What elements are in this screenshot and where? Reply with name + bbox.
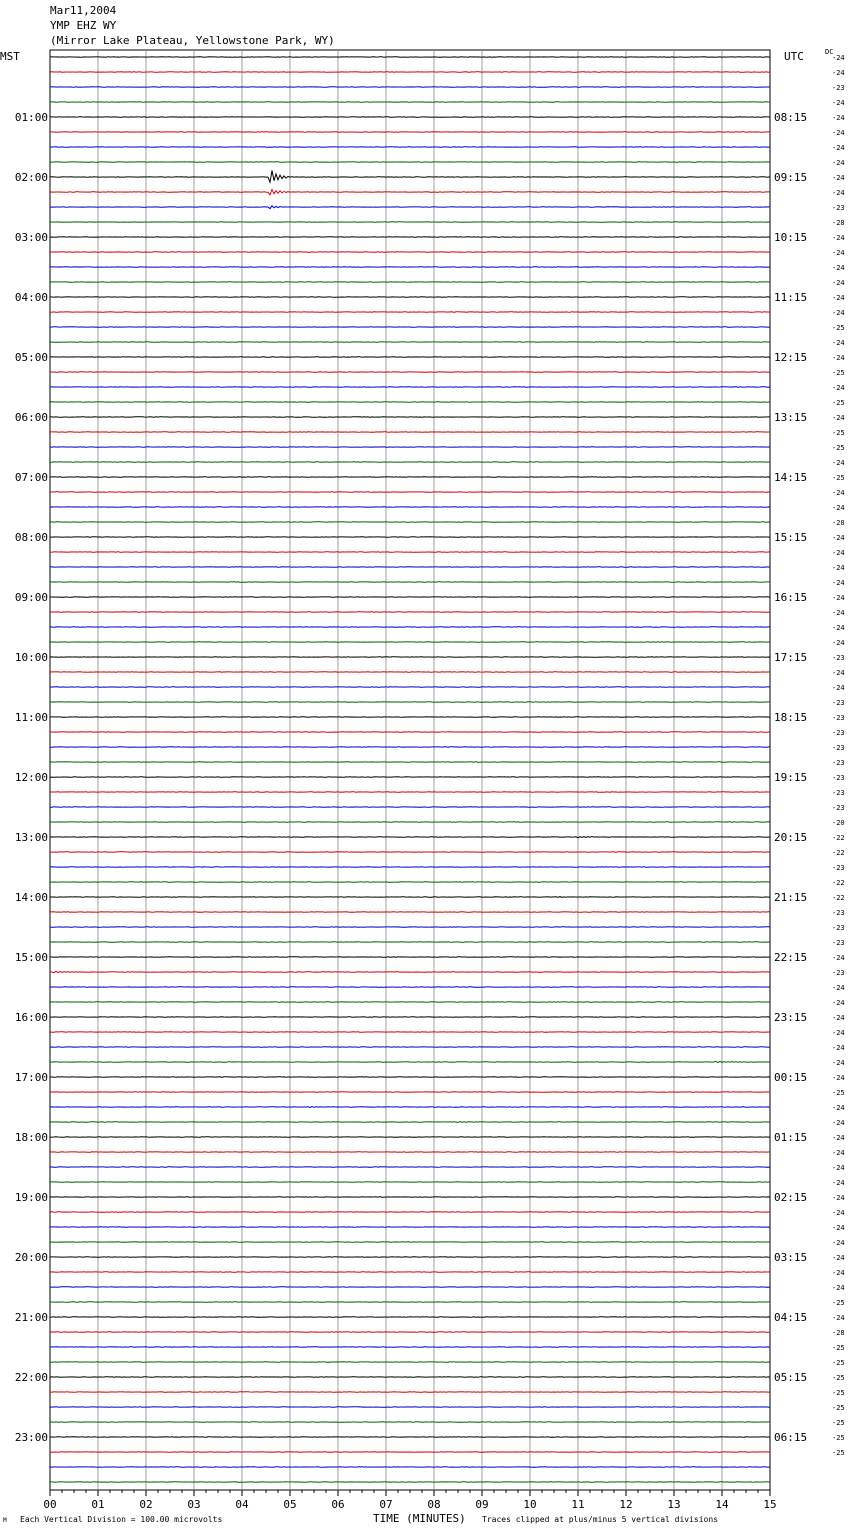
trace-row-3: [50, 102, 770, 103]
dc-offset-label: -25: [832, 1419, 845, 1427]
trace-row-64: [50, 1017, 770, 1018]
dc-offset-label: -24: [832, 1059, 845, 1067]
trace-row-87: [50, 1362, 770, 1363]
trace-row-89: [50, 1392, 770, 1393]
dc-offset-label: -24: [832, 354, 845, 362]
dc-offset-label: -20: [832, 819, 845, 827]
trace-row-40: [50, 657, 770, 658]
dc-offset-label: -25: [832, 1359, 845, 1367]
trace-row-83: [50, 1302, 770, 1303]
trace-row-72: [50, 1137, 770, 1138]
dc-offset-label: -22: [832, 894, 845, 902]
x-tick-label: 00: [43, 1498, 57, 1511]
right-hour-label: 10:15: [774, 231, 808, 244]
x-tick-label: 08: [427, 1498, 441, 1511]
dc-offset-label: -24: [832, 1314, 845, 1322]
dc-offset-label: -24: [832, 534, 845, 542]
dc-offset-label: -25: [832, 1374, 845, 1382]
dc-offset-label: -24: [832, 309, 845, 317]
trace-row-65: [50, 1032, 770, 1033]
dc-offset-label: -24: [832, 249, 845, 257]
trace-row-90: [50, 1407, 770, 1408]
trace-row-54: [50, 867, 770, 868]
dc-offset-label: -23: [832, 924, 845, 932]
trace-row-16: [50, 297, 770, 298]
dc-offset-label: -24: [832, 999, 845, 1007]
right-hour-label: 16:15: [774, 591, 808, 604]
x-axis-label: TIME (MINUTES): [373, 1512, 466, 1525]
dc-offset-label: -23: [832, 789, 845, 797]
x-tick-label: 12: [619, 1498, 633, 1511]
dc-offset-label: -24: [832, 1209, 845, 1217]
dc-offset-label: -23: [832, 729, 845, 737]
trace-row-69: [50, 1092, 770, 1093]
x-tick-label: 06: [331, 1498, 345, 1511]
left-hour-label: 17:00: [14, 1071, 48, 1084]
dc-offset-label: -23: [832, 744, 845, 752]
trace-row-20: [50, 357, 770, 358]
dc-offset-label: -24: [832, 54, 845, 62]
trace-row-61: [50, 971, 770, 972]
left-hour-label: 15:00: [14, 951, 48, 964]
right-hour-label: 15:15: [774, 531, 808, 544]
trace-row-88: [50, 1377, 770, 1378]
left-hour-label: 11:00: [14, 711, 48, 724]
trace-row-74: [50, 1167, 770, 1168]
trace-row-52: [50, 837, 770, 838]
left-hour-label: 16:00: [14, 1011, 48, 1024]
header-date: Mar11,2004: [50, 4, 117, 17]
right-hour-label: 21:15: [774, 891, 808, 904]
dc-offset-label: -24: [832, 1194, 845, 1202]
dc-offset-label: -24: [832, 594, 845, 602]
trace-row-93: [50, 1452, 770, 1453]
trace-row-77: [50, 1212, 770, 1213]
left-hour-label: 14:00: [14, 891, 48, 904]
dc-offset-label: -24: [832, 1149, 845, 1157]
trace-row-13: [50, 252, 770, 253]
dc-offset-label: -25: [832, 1449, 845, 1457]
trace-row-70: [50, 1107, 770, 1108]
x-tick-label: 09: [475, 1498, 489, 1511]
trace-row-63: [50, 1002, 770, 1003]
dc-offset-label: -24: [832, 684, 845, 692]
plot-frame: [50, 50, 770, 1490]
right-hour-label: 18:15: [774, 711, 808, 724]
trace-row-17: [50, 312, 770, 313]
dc-offset-label: -24: [832, 339, 845, 347]
trace-row-44: [50, 717, 770, 718]
trace-row-32: [50, 537, 770, 538]
dc-offset-label: -24: [832, 1164, 845, 1172]
dc-offset-label: -23: [832, 864, 845, 872]
dc-offset-label: -24: [832, 504, 845, 512]
trace-row-47: [50, 762, 770, 763]
right-hour-label: 04:15: [774, 1311, 808, 1324]
left-hour-label: 09:00: [14, 591, 48, 604]
trace-row-91: [50, 1422, 770, 1423]
trace-row-14: [50, 267, 770, 268]
trace-row-84: [50, 1317, 770, 1318]
trace-row-86: [50, 1347, 770, 1348]
dc-offset-label: -22: [832, 834, 845, 842]
corner-mark: M: [3, 1517, 7, 1524]
trace-row-66: [50, 1047, 770, 1048]
trace-row-10: [50, 206, 770, 209]
left-hour-label: 08:00: [14, 531, 48, 544]
x-tick-label: 04: [235, 1498, 249, 1511]
dc-offset-label: -24: [832, 99, 845, 107]
trace-row-51: [50, 822, 770, 823]
scale-note: Each Vertical Division = 100.00 microvolts: [20, 1515, 223, 1524]
trace-row-94: [50, 1467, 770, 1468]
dc-offset-label: -24: [832, 984, 845, 992]
dc-offset-label: -24: [832, 1284, 845, 1292]
dc-offset-label: -24: [832, 174, 845, 182]
trace-row-7: [50, 162, 770, 163]
right-hour-label: 14:15: [774, 471, 808, 484]
left-hour-label: 10:00: [14, 651, 48, 664]
right-axis-label: UTC: [784, 50, 804, 63]
trace-row-67: [50, 1061, 770, 1063]
dc-offset-label: -23: [832, 84, 845, 92]
trace-row-68: [50, 1077, 770, 1078]
x-tick-label: 10: [523, 1498, 537, 1511]
trace-row-8: [50, 171, 770, 183]
dc-offset-label: -28: [832, 1329, 845, 1337]
trace-row-2: [50, 87, 770, 88]
right-hour-label: 23:15: [774, 1011, 808, 1024]
dc-offset-label: -24: [832, 564, 845, 572]
trace-row-76: [50, 1197, 770, 1198]
trace-row-29: [50, 492, 770, 493]
left-hour-label: 21:00: [14, 1311, 48, 1324]
right-hour-label: 02:15: [774, 1191, 808, 1204]
right-hour-label: 09:15: [774, 171, 808, 184]
dc-offset-label: -23: [832, 774, 845, 782]
left-hour-label: 23:00: [14, 1431, 48, 1444]
dc-offset-label: -24: [832, 579, 845, 587]
trace-row-19: [50, 342, 770, 343]
dc-offset-label: -28: [832, 219, 845, 227]
dc-offset-label: -25: [832, 444, 845, 452]
trace-row-11: [50, 222, 770, 223]
trace-row-55: [50, 882, 770, 883]
trace-row-22: [50, 387, 770, 388]
clip-note: Traces clipped at plus/minus 5 vertical divisions: [482, 1515, 719, 1524]
dc-offset-label: -25: [832, 399, 845, 407]
trace-row-62: [50, 987, 770, 988]
trace-row-15: [50, 282, 770, 283]
dc-offset-label: -24: [832, 459, 845, 467]
dc-offset-label: -22: [832, 879, 845, 887]
trace-row-6: [50, 147, 770, 148]
dc-offset-label: -24: [832, 954, 845, 962]
right-hour-label: 11:15: [774, 291, 808, 304]
right-hour-label: 17:15: [774, 651, 808, 664]
dc-offset-label: -24: [832, 1014, 845, 1022]
left-hour-label: 07:00: [14, 471, 48, 484]
left-hour-label: 20:00: [14, 1251, 48, 1264]
dc-offset-label: -24: [832, 414, 845, 422]
dc-offset-label: -25: [832, 1089, 845, 1097]
trace-row-31: [50, 522, 770, 523]
dc-offset-label: -24: [832, 264, 845, 272]
right-hour-label: 03:15: [774, 1251, 808, 1264]
dc-offset-label: -24: [832, 384, 845, 392]
x-tick-label: 15: [763, 1498, 777, 1511]
trace-row-5: [50, 132, 770, 133]
dc-offset-label: -22: [832, 849, 845, 857]
right-hour-label: 08:15: [774, 111, 808, 124]
trace-row-4: [50, 117, 770, 118]
dc-offset-label: -23: [832, 939, 845, 947]
right-hour-label: 12:15: [774, 351, 808, 364]
dc-offset-label: -24: [832, 159, 845, 167]
trace-row-28: [50, 477, 770, 478]
right-hour-label: 00:15: [774, 1071, 808, 1084]
dc-offset-label: -25: [832, 324, 845, 332]
trace-row-49: [50, 792, 770, 793]
trace-row-95: [50, 1482, 770, 1483]
trace-row-38: [50, 627, 770, 628]
trace-row-85: [50, 1332, 770, 1333]
left-hour-label: 13:00: [14, 831, 48, 844]
left-hour-label: 02:00: [14, 171, 48, 184]
x-tick-label: 07: [379, 1498, 393, 1511]
trace-row-46: [50, 747, 770, 748]
left-hour-label: 04:00: [14, 291, 48, 304]
dc-offset-label: -24: [832, 1044, 845, 1052]
trace-row-21: [50, 372, 770, 373]
dc-offset-label: -24: [832, 234, 845, 242]
trace-row-30: [50, 507, 770, 508]
x-tick-label: 05: [283, 1498, 297, 1511]
trace-row-92: [50, 1437, 770, 1438]
dc-offset-label: -24: [832, 1239, 845, 1247]
trace-row-57: [50, 912, 770, 913]
trace-row-45: [50, 732, 770, 733]
dc-offset-label: -25: [832, 1299, 845, 1307]
dc-offset-label: -24: [832, 1269, 845, 1277]
left-hour-label: 01:00: [14, 111, 48, 124]
dc-offset-label: -23: [832, 654, 845, 662]
left-hour-label: 18:00: [14, 1131, 48, 1144]
dc-offset-label: -24: [832, 639, 845, 647]
header-location: (Mirror Lake Plateau, Yellowstone Park, WY): [50, 34, 335, 47]
dc-offset-label: -25: [832, 1434, 845, 1442]
trace-row-37: [50, 612, 770, 613]
dc-offset-label: -23: [832, 204, 845, 212]
trace-row-48: [50, 777, 770, 778]
right-hour-label: 01:15: [774, 1131, 808, 1144]
trace-row-78: [50, 1227, 770, 1228]
dc-offset-label: -24: [832, 69, 845, 77]
left-hour-label: 05:00: [14, 351, 48, 364]
trace-row-24: [50, 417, 770, 418]
header-station: YMP EHZ WY: [50, 19, 117, 32]
dc-offset-label: -24: [832, 144, 845, 152]
right-hour-label: 19:15: [774, 771, 808, 784]
right-hour-label: 20:15: [774, 831, 808, 844]
x-tick-label: 14: [715, 1498, 729, 1511]
trace-row-39: [50, 642, 770, 643]
dc-offset-label: -23: [832, 909, 845, 917]
trace-row-81: [50, 1272, 770, 1273]
trace-row-1: [50, 72, 770, 73]
trace-row-80: [50, 1257, 770, 1258]
trace-row-34: [50, 567, 770, 568]
trace-row-27: [50, 462, 770, 463]
dc-offset-label: -24: [832, 1254, 845, 1262]
dc-offset-label: -25: [832, 1404, 845, 1412]
right-hour-label: 05:15: [774, 1371, 808, 1384]
dc-offset-label: -24: [832, 189, 845, 197]
dc-offset-label: -24: [832, 1134, 845, 1142]
dc-offset-label: -24: [832, 129, 845, 137]
trace-row-41: [50, 672, 770, 673]
x-tick-label: 01: [91, 1498, 105, 1511]
left-hour-label: 06:00: [14, 411, 48, 424]
trace-row-58: [50, 927, 770, 928]
dc-offset-label: -23: [832, 759, 845, 767]
trace-row-79: [50, 1242, 770, 1243]
trace-row-53: [50, 852, 770, 853]
left-hour-label: 03:00: [14, 231, 48, 244]
dc-offset-label: -25: [832, 1389, 845, 1397]
trace-row-59: [50, 942, 770, 943]
dc-offset-label: -28: [832, 519, 845, 527]
dc-offset-label: -24: [832, 1119, 845, 1127]
x-tick-label: 11: [571, 1498, 585, 1511]
dc-offset-label: -23: [832, 714, 845, 722]
dc-offset-label: -24: [832, 1224, 845, 1232]
dc-offset-label: -24: [832, 1029, 845, 1037]
dc-offset-label: -24: [832, 279, 845, 287]
x-tick-label: 02: [139, 1498, 153, 1511]
trace-row-18: [50, 327, 770, 328]
trace-row-23: [50, 402, 770, 403]
dc-label: DC: [825, 48, 834, 56]
trace-row-56: [50, 897, 770, 898]
dc-offset-label: -24: [832, 489, 845, 497]
trace-row-42: [50, 687, 770, 688]
x-tick-label: 13: [667, 1498, 681, 1511]
dc-offset-label: -24: [832, 1179, 845, 1187]
trace-row-73: [50, 1152, 770, 1153]
right-hour-label: 06:15: [774, 1431, 808, 1444]
dc-offset-label: -24: [832, 294, 845, 302]
dc-offset-label: -23: [832, 699, 845, 707]
right-hour-label: 13:15: [774, 411, 808, 424]
dc-offset-label: -23: [832, 804, 845, 812]
trace-row-50: [50, 807, 770, 808]
trace-row-43: [50, 702, 770, 703]
x-tick-label: 03: [187, 1498, 201, 1511]
trace-row-0: [50, 57, 770, 58]
trace-row-36: [50, 597, 770, 598]
trace-row-82: [50, 1287, 770, 1288]
dc-offset-label: -25: [832, 1344, 845, 1352]
dc-offset-label: -24: [832, 609, 845, 617]
dc-offset-label: -25: [832, 474, 845, 482]
dc-offset-label: -23: [832, 969, 845, 977]
trace-row-25: [50, 432, 770, 433]
dc-offset-label: -25: [832, 369, 845, 377]
trace-row-35: [50, 582, 770, 583]
dc-offset-label: -24: [832, 114, 845, 122]
trace-row-12: [50, 237, 770, 238]
trace-row-9: [50, 190, 770, 195]
dc-offset-label: -24: [832, 624, 845, 632]
dc-offset-label: -25: [832, 429, 845, 437]
left-hour-label: 22:00: [14, 1371, 48, 1384]
left-axis-label: MST: [0, 50, 20, 63]
trace-row-75: [50, 1182, 770, 1183]
dc-offset-label: -24: [832, 1074, 845, 1082]
left-hour-label: 12:00: [14, 771, 48, 784]
trace-row-60: [50, 957, 770, 958]
left-hour-label: 19:00: [14, 1191, 48, 1204]
dc-offset-label: -24: [832, 1104, 845, 1112]
trace-row-26: [50, 447, 770, 448]
dc-offset-label: -24: [832, 549, 845, 557]
right-hour-label: 22:15: [774, 951, 808, 964]
trace-row-71: [50, 1122, 770, 1123]
dc-offset-label: -24: [832, 669, 845, 677]
trace-row-33: [50, 552, 770, 553]
